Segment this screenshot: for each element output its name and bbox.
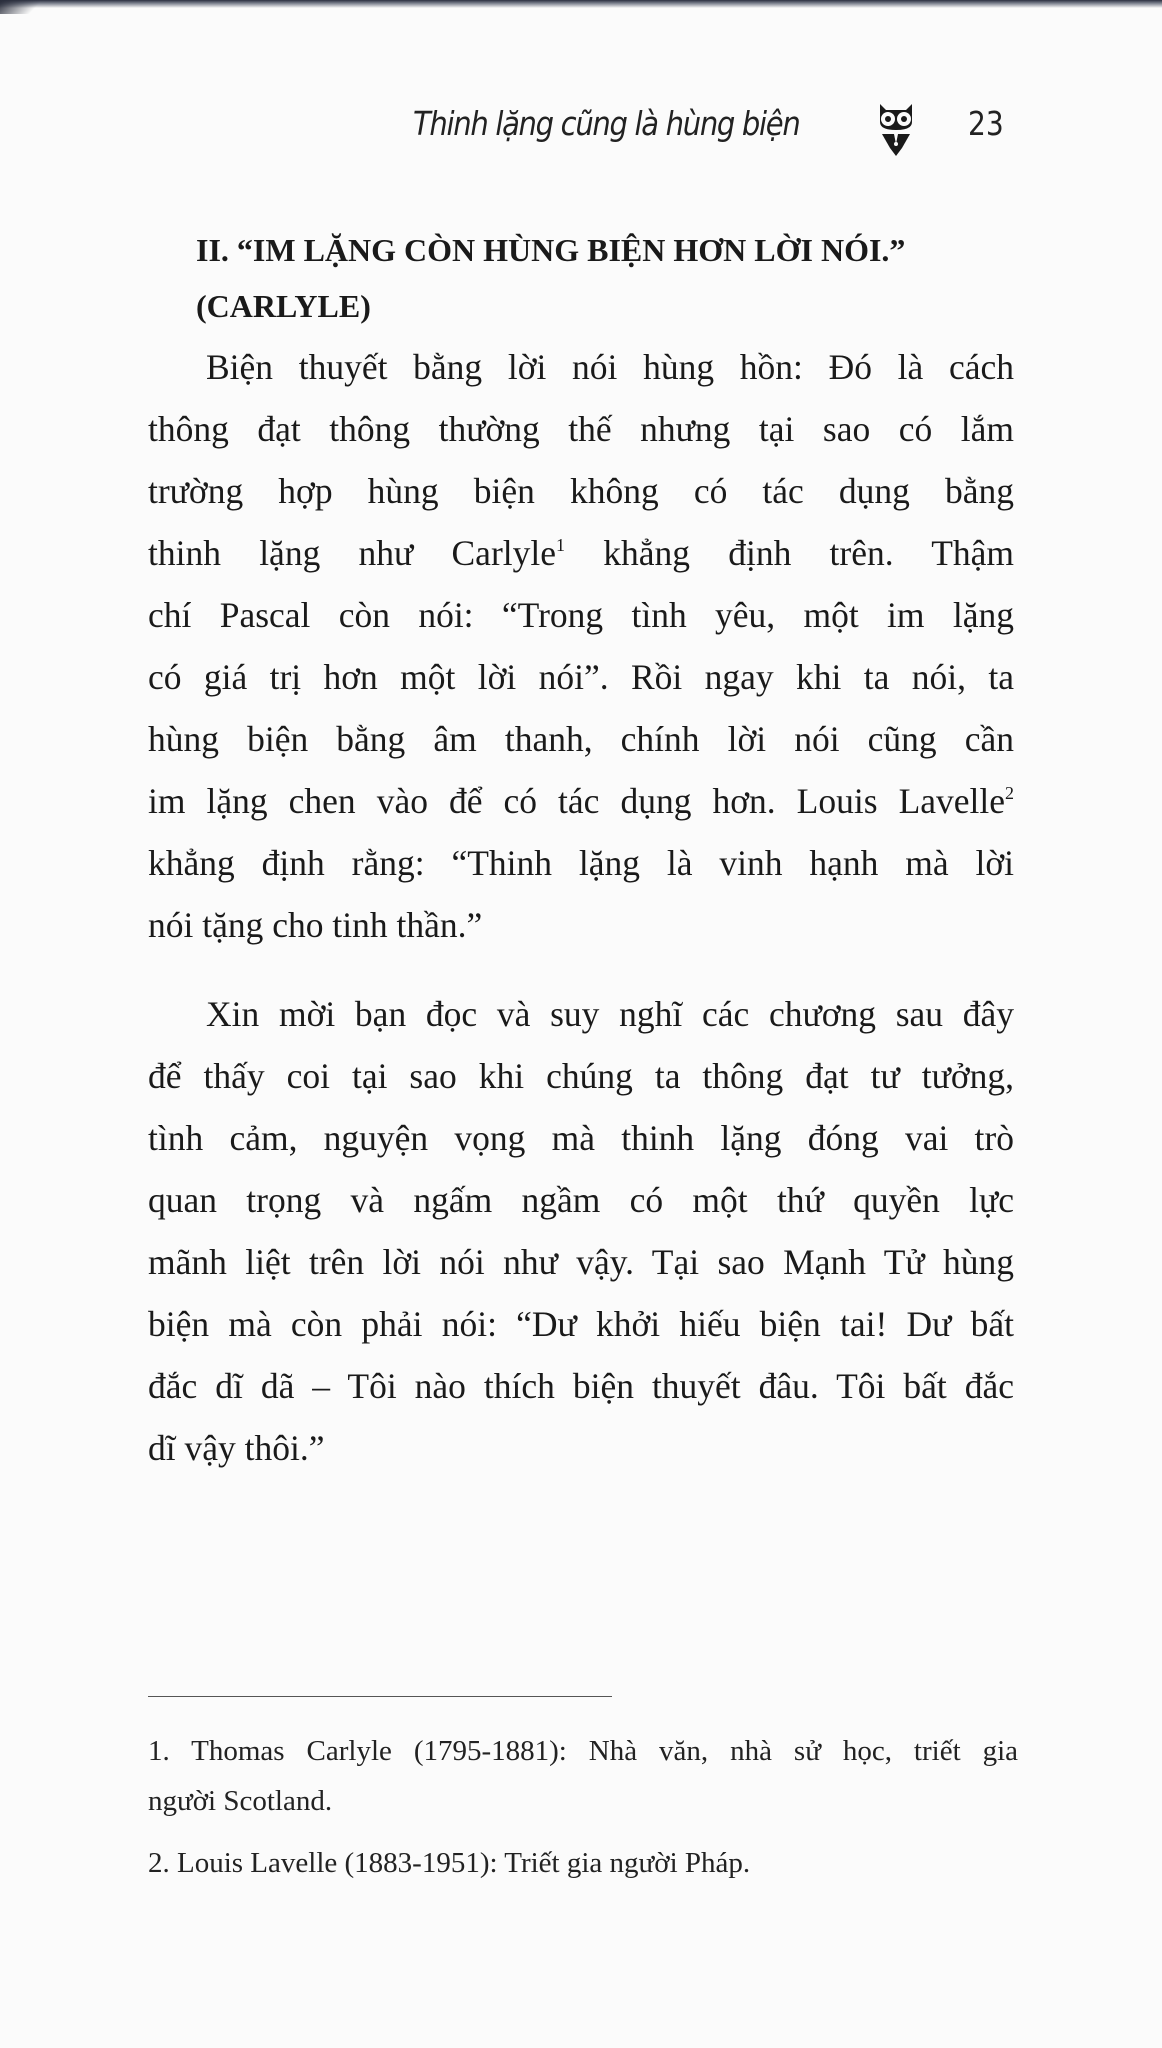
text-line: Xin mời bạn đọc và suy nghĩ các chương sau đây <box>206 994 1014 1034</box>
page-number: 23 <box>968 104 1004 143</box>
text-line: Biện thuyết bằng lời nói hùng hồn: Đó là cách <box>206 347 1014 387</box>
text-line: quan trọng và ngấm ngầm có một thứ quyền lực <box>148 1180 1014 1220</box>
footnote-2 <box>148 1838 1018 1888</box>
heading-line: II. “IM LẶNG CÒN HÙNG BIỆN HƠN LỜI NÓI.” <box>196 232 906 268</box>
text-line <box>148 522 1014 584</box>
text-line <box>148 770 1014 832</box>
footnotes <box>148 1726 1018 1900</box>
owl-pen-icon <box>876 100 916 160</box>
text-line: tình cảm, nguyện vọng mà thinh lặng đóng vai trò <box>148 1118 1014 1158</box>
text-line: biện mà còn phải nói: “Dư khởi hiếu biện tai! Dư bất <box>148 1304 1014 1344</box>
page-header <box>0 96 1162 166</box>
text-line: nói tặng cho tinh thần.” <box>148 905 483 945</box>
text-line: thông đạt thông thường thế nhưng tại sao có lắm <box>148 409 1014 449</box>
page-edge-shadow <box>0 0 1162 8</box>
text-segment: khẳng định trên. Thậm <box>565 533 1014 573</box>
text-line: khẳng định rằng: “Thinh lặng là vinh hạnh mà lời <box>148 843 1014 883</box>
footnote-divider <box>148 1696 612 1697</box>
footnote-line: 2. Louis Lavelle (1883-1951): Triết gia người Pháp. <box>148 1847 751 1879</box>
running-title: Thinh lặng cũng là hùng biện <box>413 104 800 143</box>
text-line: mãnh liệt trên lời nói như vậy. Tại sao Mạnh Tử hùng <box>148 1242 1014 1282</box>
text-line: dĩ vậy thôi.” <box>148 1428 325 1468</box>
text-line: hùng biện bằng âm thanh, chính lời nói cũng cần <box>148 719 1014 759</box>
text-line: đắc dĩ dã – Tôi nào thích biện thuyết đâu. Tôi bất đắc <box>148 1366 1014 1406</box>
paragraph <box>148 336 1014 956</box>
heading-line: (CARLYLE) <box>196 288 371 324</box>
footnote-ref-1[interactable]: 1 <box>556 535 565 555</box>
paragraph <box>148 983 1014 1479</box>
footnote-line: người Scotland. <box>148 1785 333 1817</box>
text-line: có giá trị hơn một lời nói”. Rồi ngay khi ta nói, ta <box>148 657 1014 697</box>
footnote-line: 1. Thomas Carlyle (1795-1881): Nhà văn, nhà sử học, triết gia <box>148 1735 1018 1767</box>
footnote-ref-2[interactable]: 2 <box>1005 783 1014 803</box>
text-line: trường hợp hùng biện không có tác dụng bằng <box>148 471 1014 511</box>
text-line: để thấy coi tại sao khi chúng ta thông đạt tư tưởng, <box>148 1056 1014 1096</box>
text-line: chí Pascal còn nói: “Trong tình yêu, một im lặng <box>148 595 1014 635</box>
footnote-1 <box>148 1726 1018 1826</box>
text-segment: thinh lặng như Carlyle <box>148 533 556 573</box>
text-segment: im lặng chen vào để có tác dụng hơn. Louis Lavelle <box>148 781 1005 821</box>
section-heading <box>196 222 1056 334</box>
